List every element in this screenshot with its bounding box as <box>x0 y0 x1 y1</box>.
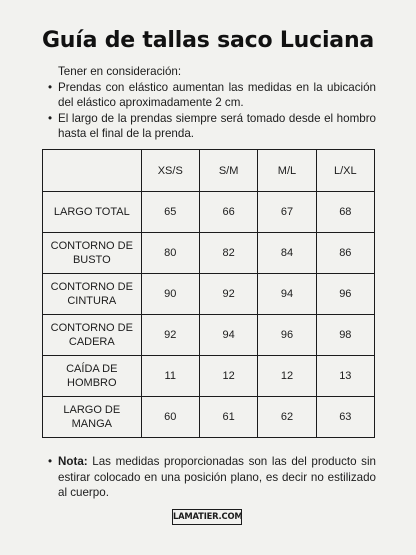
table-cell: 12 <box>258 356 316 397</box>
table-cell: 62 <box>258 397 316 438</box>
table-cell: 92 <box>141 315 199 356</box>
table-cell: 94 <box>199 315 257 356</box>
header-size-m-l: M/L <box>258 150 316 192</box>
table-row <box>43 233 375 274</box>
table-cell: 66 <box>199 192 257 233</box>
header-empty-cell <box>43 150 142 192</box>
table-cell: 13 <box>316 356 374 397</box>
table-cell: 84 <box>258 233 316 274</box>
table-cell: 80 <box>141 233 199 274</box>
footnote-item <box>48 454 376 501</box>
header-size-s-m: S/M <box>199 150 257 192</box>
size-table <box>42 149 375 438</box>
table-cell: 61 <box>199 397 257 438</box>
row-label: CONTORNO DE BUSTO <box>43 233 142 274</box>
table-cell: 60 <box>141 397 199 438</box>
table-cell: 68 <box>316 192 374 233</box>
row-label: CAÍDA DE HOMBRO <box>43 356 142 397</box>
row-label: CONTORNO DE CINTURA <box>43 274 142 315</box>
table-cell: 96 <box>316 274 374 315</box>
table-cell: 96 <box>258 315 316 356</box>
table-row <box>43 397 375 438</box>
consideration-item-elastic: • Prendas con elástico aumentan las medidas en la ubicación del elástico aproximadamente 2 cm. <box>48 80 376 111</box>
table-cell: 11 <box>141 356 199 397</box>
page-title: Guía de tallas saco Luciana <box>41 28 375 53</box>
header-size-l-xl: L/XL <box>316 150 374 192</box>
footnote <box>48 454 376 501</box>
table-cell: 92 <box>199 274 257 315</box>
table-cell: 90 <box>141 274 199 315</box>
row-label: LARGO TOTAL <box>43 192 142 233</box>
header-size-xs-s: XS/S <box>141 150 199 192</box>
table-row <box>43 274 375 315</box>
table-cell: 67 <box>258 192 316 233</box>
table-cell: 98 <box>316 315 374 356</box>
table-row <box>43 356 375 397</box>
footnote-text: Las medidas proporcionadas son las del producto sin estirar colocado en una posición plano, es decir no estilizado al cuerpo. <box>58 455 376 499</box>
table-cell: 12 <box>199 356 257 397</box>
considerations-notes <box>48 64 376 142</box>
table-cell: 65 <box>141 192 199 233</box>
table-cell: 63 <box>316 397 374 438</box>
consideration-item-length: • El largo de la prendas siempre será tomado desde el hombro hasta el final de la prenda. <box>48 111 376 142</box>
size-table-header-row <box>43 150 375 192</box>
considerations-intro: Tener en consideración: <box>58 65 182 78</box>
brand-logo: LAMATIER.COM <box>172 509 242 525</box>
considerations-list <box>48 80 376 142</box>
footnote-label: Nota: <box>58 455 88 468</box>
row-label: LARGO DE MANGA <box>43 397 142 438</box>
table-row <box>43 192 375 233</box>
table-cell: 94 <box>258 274 316 315</box>
table-row <box>43 315 375 356</box>
row-label: CONTORNO DE CADERA <box>43 315 142 356</box>
table-cell: 86 <box>316 233 374 274</box>
table-cell: 82 <box>199 233 257 274</box>
